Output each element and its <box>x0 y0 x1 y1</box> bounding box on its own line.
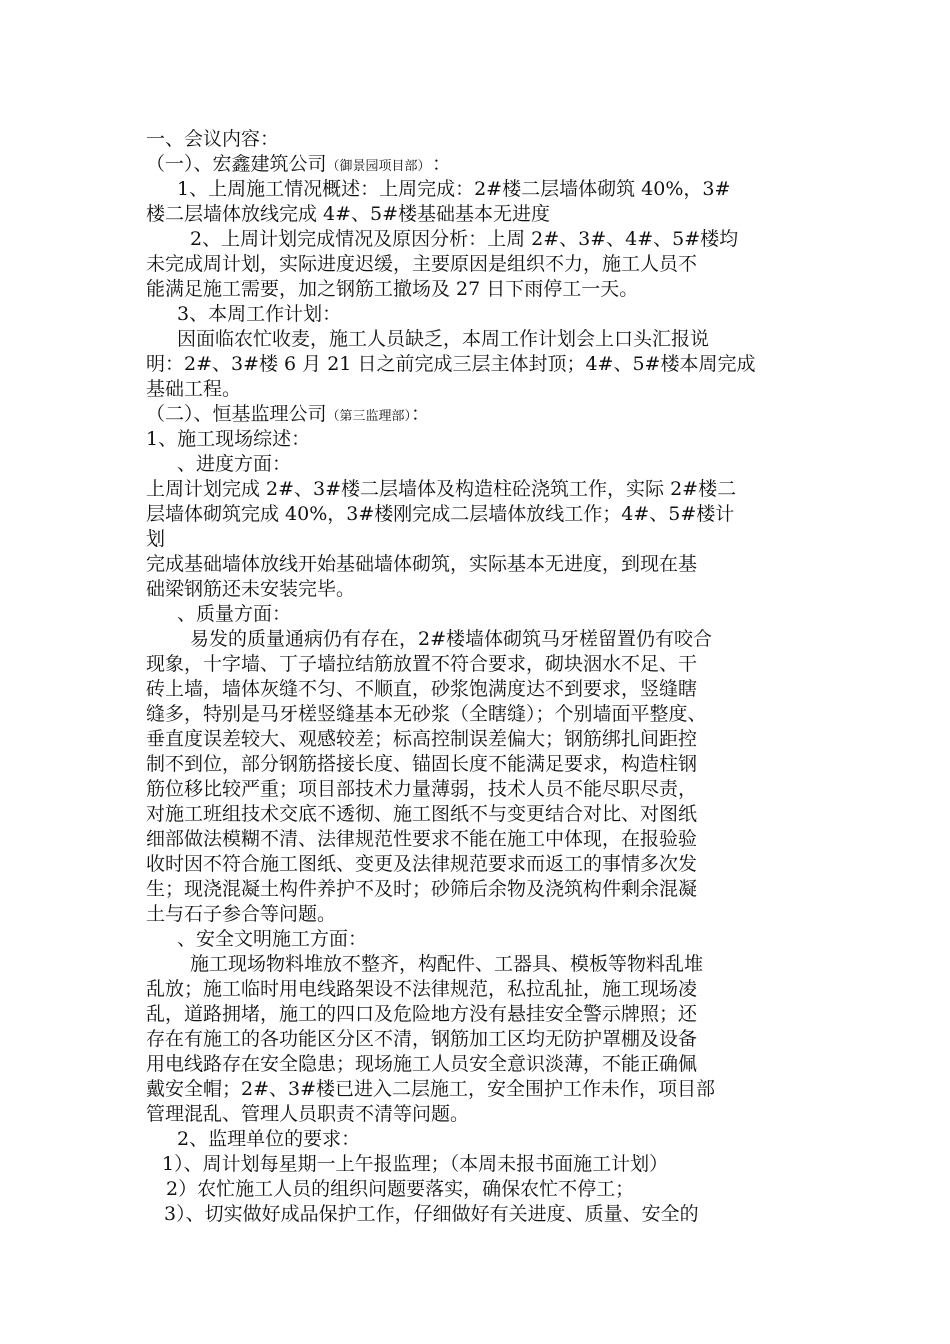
text-line: 层墙体砌筑完成 40%，3#楼刚完成二层墙体放线工作；4#、5#楼计 <box>146 503 735 525</box>
list-item: 3）、切实做好成品保护工作，仔细做好有关进度、质量、安全的 <box>164 1203 699 1225</box>
contractor-dept: （御景园项目部） <box>326 159 425 174</box>
text-line: 、质量方面： <box>177 603 292 625</box>
text-line: 未完成周计划，实际进度迟缓，主要原因是组织不力，施工人员不 <box>146 253 698 275</box>
text-line: 1、上周施工情况概述：上周完成：2#楼二层墙体砌筑 40%，3# <box>177 178 731 200</box>
text-line: 、进度方面： <box>177 453 292 475</box>
text-line: 乱放；施工临时用电线路架设不法律规范，私拉乱扯，施工现场凌 <box>146 978 698 1000</box>
text-line: 上周计划完成 2#、3#楼二层墙体及构造柱砼浇筑工作，实际 2#楼二 <box>146 478 737 500</box>
supervisor-name: （二）、恒基监理公司 <box>146 403 327 425</box>
list-item: 2）农忙施工人员的组织问题要落实，确保农忙不停工； <box>166 1178 635 1200</box>
text-line: 生；现浇混凝土构件养护不及时；砂筛后余物及浇筑构件剩余混凝 <box>146 878 698 900</box>
section-heading: 一、会议内容： <box>146 128 280 150</box>
text-line: 用电线路存在安全隐患；现场施工人员安全意识淡薄，不能正确佩 <box>146 1053 698 1075</box>
text-line: 土与石子参合等问题。 <box>146 903 337 925</box>
contractor-name: （一）、宏鑫建筑公司 <box>146 153 327 175</box>
text-line: 管理混乱、管理人员职责不清等问题。 <box>146 1103 470 1125</box>
text-line: 对施工班组技术交底不透彻、施工图纸不与变更结合对比、对图纸 <box>146 803 698 825</box>
text-line: 础梁钢筋还未安装完毕。 <box>146 578 356 600</box>
text-line: 制不到位，部分钢筋搭接长度、锚固长度不能满足要求，构造柱钢 <box>146 753 698 775</box>
text-line: 基础工程。 <box>146 378 242 400</box>
text-line: 乱，道路拥堵，施工的四口及危险地方没有悬挂安全警示牌照；还 <box>146 1003 698 1025</box>
text-line: 、安全文明施工方面： <box>177 928 368 950</box>
text-line: 因面临农忙收麦，施工人员缺乏，本周工作计划会上口头汇报说 <box>177 328 710 350</box>
text-line: 3、本周工作计划： <box>177 303 342 325</box>
text-line: 收时因不符合施工图纸、变更及法律规范要求而返工的事情多次发 <box>146 853 698 875</box>
text-line: 2、监理单位的要求： <box>177 1128 361 1150</box>
text-line: 细部做法模糊不清、法律规范性要求不能在施工中体现，在报验验 <box>146 828 698 850</box>
supervisor-dept: （第三监理部） <box>326 409 412 424</box>
text-line: 明：2#、3#楼 6 月 21 日之前完成三层主体封顶；4#、5#楼本周完成 <box>146 353 756 375</box>
colon: ： <box>432 153 452 175</box>
text-line: 1、施工现场综述： <box>146 428 311 450</box>
text-line: 缝多，特别是马牙槎竖缝基本无砂浆（全瞎缝）；个别墙面平整度、 <box>146 703 707 725</box>
text-line: 能满足施工需要，加之钢筋工撤场及 27 日下雨停工一天。 <box>146 278 639 300</box>
list-item: 1）、周计划每星期一上午报监理；（本周未报书面施工计划） <box>162 1153 669 1175</box>
text-line: 2、上周计划完成情况及原因分析：上周 2#、3#、4#、5#楼均 <box>190 228 739 250</box>
text-line: 存在有施工的各功能区分区不清，钢筋加工区均无防护罩棚及设备 <box>146 1028 698 1050</box>
text-line: 筋位移比较严重；项目部技术力量薄弱，技术人员不能尽职尽责， <box>146 778 698 800</box>
text-line: 划 <box>146 528 166 550</box>
text-line: 施工现场物料堆放不整齐，构配件、工器具、模板等物料乱堆 <box>190 953 704 975</box>
text-line: 楼二层墙体放线完成 4#、5#楼基础基本无进度 <box>146 203 551 225</box>
text-line: 垂直度误差较大、观感较差；标高控制误差偏大；钢筋绑扎间距控 <box>146 728 698 750</box>
text-line: 现象，十字墙、丁子墙拉结筋放置不符合要求，砌块洇水不足、干 <box>146 653 698 675</box>
text-line: 易发的质量通病仍有存在，2#楼墙体砌筑马牙槎留置仍有咬合 <box>190 628 713 650</box>
colon: ： <box>411 403 431 425</box>
text-line: 完成基础墙体放线开始基础墙体砌筑，实际基本无进度，到现在基 <box>146 553 698 575</box>
text-line: 戴安全帽；2#、3#楼已进入二层施工，安全围护工作未作，项目部 <box>146 1078 716 1100</box>
text-line: 砖上墙，墙体灰缝不匀、不顺直，砂浆饱满度达不到要求，竖缝瞎 <box>146 678 698 700</box>
